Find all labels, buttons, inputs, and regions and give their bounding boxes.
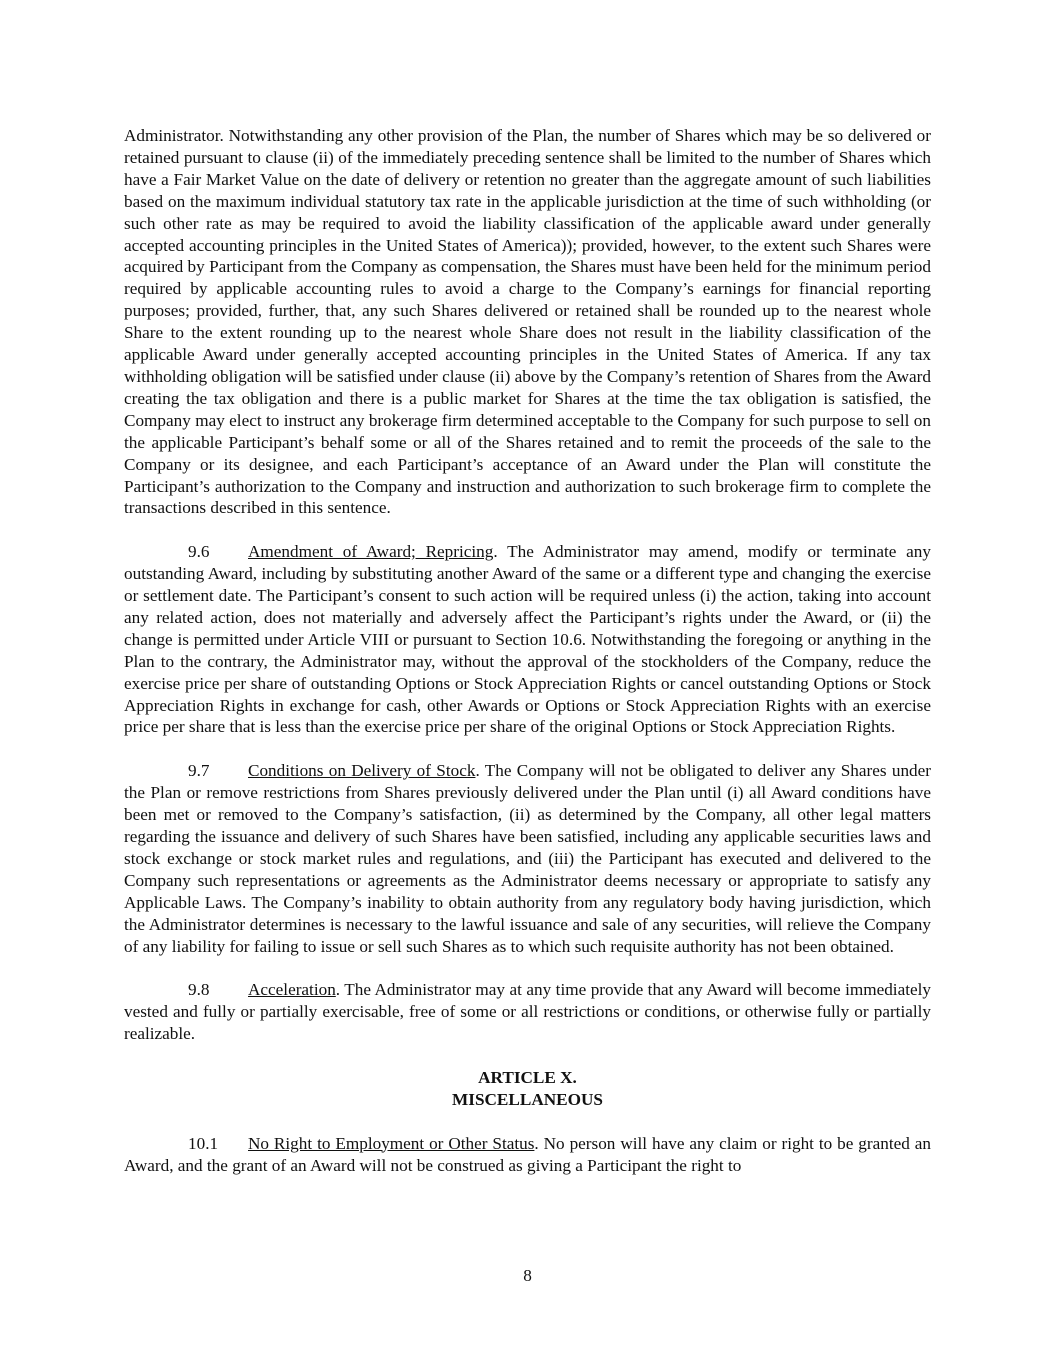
section-heading: Conditions on Delivery of Stock <box>248 761 476 781</box>
section-text: . The Company will not be obligated to deliver any Shares under the Plan or remove restrictions from Shares previously delivered under the Plan until (i) all Award conditions have been met or removed to the Company’s satisfaction, (ii) as determined by the Company, all other legal matters regarding the issuance and delivery of such Shares have been satisfied, including any applicable securities laws and stock exchange or stock market rules and regulations, and (iii) the Participant has executed and delivered to the Company such representations or agreements as the Administrator deems necessary or appropriate to satisfy any Applicable Laws. The Company’s inability to obtain authority from any regulatory body having jurisdiction, which the Administrator determines is necessary to the lawful issuance and sale of any securities, will relieve the Company of any liability for failing to issue or sell such Shares as to which such requisite authority has not been obtained. <box>124 761 931 956</box>
section-9-7 <box>124 760 931 957</box>
section-text: . The Administrator may amend, modify or terminate any outstanding Award, including by substituting another Award of the same or a different type and changing the exercise or settlement date. The Participant’s consent to such action will be required unless (i) the action, taking into account any related action, does not materially and adversely affect the Participant’s rights under the Award, or (ii) the change is permitted under Article VIII or pursuant to Section 10.6. Notwithstanding the foregoing or anything in the Plan to the contrary, the Administrator may, without the approval of the stockholders of the Company, reduce the exercise price per share of outstanding Options or Stock Appreciation Rights or cancel outstanding Options or Stock Appreciation Rights in exchange for cash, other Awards or Options or Stock Appreciation Rights with an exercise price per share that is less than the exercise price per share of the original Options or Stock Appreciation Rights. <box>124 542 931 737</box>
paragraph-continued: Administrator. Notwithstanding any other provision of the Plan, the number of Shares which may be so delivered or retained pursuant to clause (ii) of the immediately preceding sentence shall be limited to the number of Shares which have a Fair Market Value on the date of delivery or retention no greater than the aggregate amount of such liabilities based on the maximum individual statutory tax rate in the applicable jurisdiction at the time of such withholding (or such other rate as may be required to avoid the liability classification of the applicable award under generally accepted accounting principles in the United States of America)); provided, however, to the extent such Shares were acquired by Participant from the Company as compensation, the Shares must have been held for the minimum period required by applicable accounting rules to avoid a charge to the Company’s earnings for financial reporting purposes; provided, further, that, any such Shares delivered or retained shall be rounded up to the nearest whole Share to the extent rounding up to the nearest whole Share does not result in the liability classification of the applicable Award under generally accepted accounting principles in the United States of America. If any tax withholding obligation will be satisfied under clause (ii) above by the Company’s retention of Shares from the Award creating the tax obligation and there is a public market for Shares at the time the tax obligation is satisfied, the Company may elect to instruct any brokerage firm determined acceptable to the Company for such purpose to sell on the applicable Participant’s behalf some or all of the Shares retained and to remit the proceeds of the sale to the Company or its designee, and each Participant’s acceptance of an Award under the Plan will constitute the Participant’s authorization to the Company and instruction and authorization to such brokerage firm to complete the transactions described in this sentence. <box>124 126 931 518</box>
section-9-6 <box>124 541 931 738</box>
section-heading: Acceleration <box>248 980 336 1000</box>
page-number: 8 <box>523 1266 532 1285</box>
section-text: . No person will have any claim or right to be granted an Award, and the grant of an Award will not be construed as giving a Participant the right to <box>124 1133 931 1175</box>
document-page <box>124 125 931 1198</box>
section-text: . The Administrator may at any time provide that any Award will become immediately vested and fully or partially exercisable, free of some or all restrictions or conditions, or otherwise fully or partially realizable. <box>124 980 931 1044</box>
section-number: 9.6 <box>188 542 210 562</box>
section-9-8 <box>124 979 931 1045</box>
article-number: ARTICLE X. <box>478 1067 577 1087</box>
article-title: MISCELLANEOUS <box>452 1089 603 1109</box>
section-number: 9.8 <box>188 980 210 1000</box>
section-heading: No Right to Employment or Other Status <box>248 1133 535 1153</box>
section-number: 10.1 <box>188 1133 219 1153</box>
section-number: 9.7 <box>188 761 210 781</box>
section-heading: Amendment of Award; Repricing <box>248 542 494 562</box>
section-10-1 <box>124 1133 931 1177</box>
article-heading <box>124 1067 931 1111</box>
